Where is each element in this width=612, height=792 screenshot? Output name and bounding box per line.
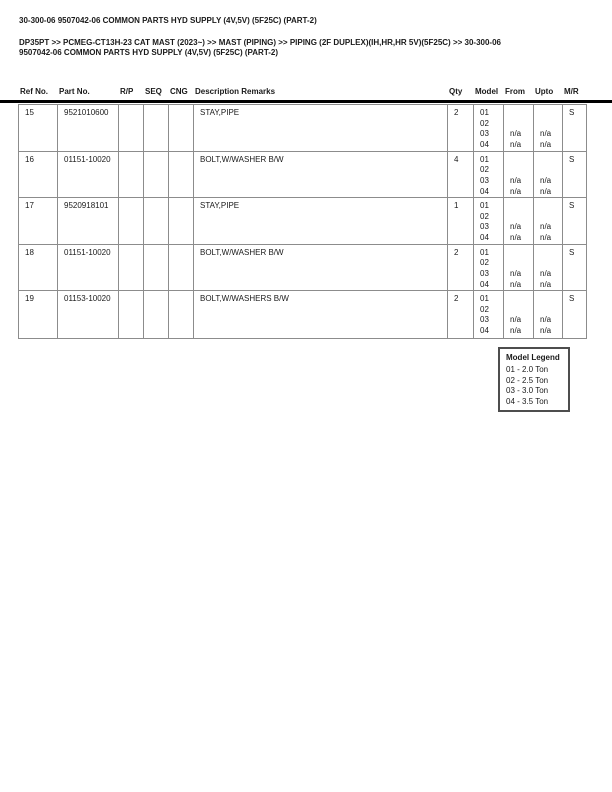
cell-cng (169, 198, 194, 244)
model-code: 02 (480, 258, 489, 268)
model-code: 04 (480, 140, 489, 150)
from-value (510, 248, 532, 259)
cell-from (504, 245, 534, 291)
cell-mr: S (569, 247, 575, 257)
cell-from (504, 105, 534, 151)
header-seq: SEQ (145, 87, 162, 96)
from-value (510, 212, 532, 223)
model-code: 04 (480, 326, 489, 336)
cell-part-no: 01151-10020 (58, 152, 119, 198)
from-value: n/a (510, 326, 522, 336)
legend-item: 02 - 2.5 Ton (506, 375, 549, 385)
from-value (510, 155, 532, 166)
from-value (510, 201, 532, 212)
from-value: n/a (510, 175, 522, 185)
cell-mr: S (569, 108, 575, 117)
model-code: 03 (480, 268, 489, 278)
from-value: n/a (510, 140, 522, 150)
cell-description: BOLT,W/WASHERS B/W (194, 291, 448, 338)
cell-cng (169, 105, 194, 151)
upto-value: n/a (540, 186, 552, 196)
upto-value (540, 165, 561, 176)
model-legend-title: Model Legend (506, 353, 560, 362)
cell-upto (534, 245, 563, 291)
upto-value (540, 305, 561, 316)
upto-value (540, 212, 561, 223)
upto-value (540, 108, 561, 119)
cell-cng (169, 291, 194, 338)
header-from: From (505, 87, 525, 96)
from-value (510, 294, 532, 305)
from-value (510, 108, 532, 119)
model-code: 04 (480, 186, 489, 196)
cell-description: BOLT,W/WASHER B/W (194, 245, 448, 291)
parts-table (18, 104, 587, 339)
cell-model (474, 152, 504, 198)
cell-ref-no: 19 (19, 291, 58, 338)
cell-qty: 2 (448, 105, 474, 151)
cell-rp (119, 245, 144, 291)
model-code: 03 (480, 129, 489, 139)
cell-ref-no: 18 (19, 245, 58, 291)
cell-part-no: 9520918101 (58, 198, 119, 244)
cell-description: BOLT,W/WASHER B/W (194, 152, 448, 198)
model-code: 01 (480, 201, 489, 210)
cell-description: STAY,PIPE (194, 105, 448, 151)
model-code: 02 (480, 165, 489, 175)
table-row (19, 245, 586, 292)
breadcrumb-line-2: 9507042-06 COMMON PARTS HYD SUPPLY (4V,5V) (5F25C) (PART-2) (19, 48, 279, 57)
header-part-no: Part No. (59, 87, 90, 96)
legend-item: 03 - 3.0 Ton (506, 386, 549, 395)
cell-from (504, 152, 534, 198)
cell-model (474, 245, 504, 291)
from-value: n/a (510, 129, 522, 139)
table-row (19, 105, 586, 152)
cell-qty: 2 (448, 245, 474, 291)
upto-value: n/a (540, 326, 552, 336)
cell-ref-no: 16 (19, 152, 58, 198)
upto-value: n/a (540, 315, 552, 325)
upto-value (540, 119, 561, 130)
cell-model (474, 105, 504, 151)
cell-rp (119, 105, 144, 151)
upto-value: n/a (540, 129, 552, 139)
cell-rp (119, 152, 144, 198)
from-value (510, 258, 532, 269)
model-code: 04 (480, 279, 489, 289)
upto-value (540, 248, 561, 259)
upto-value: n/a (540, 233, 552, 243)
cell-upto (534, 198, 563, 244)
from-value (510, 305, 532, 316)
cell-from (504, 198, 534, 244)
breadcrumb-line-1: DP35PT >> PCMEG-CT13H-23 CAT MAST (2023~) >> MAST (PIPING) >> PIPING (2F DUPLEX)(IH,HR,HR 5V)(5F25C) >> 30-300-06 (19, 38, 501, 47)
from-value: n/a (510, 186, 522, 196)
from-value: n/a (510, 268, 522, 278)
cell-mr: S (569, 154, 575, 164)
cell-qty: 4 (448, 152, 474, 198)
cell-cng (169, 245, 194, 291)
page-title: 30-300-06 9507042-06 COMMON PARTS HYD SUPPLY (4V,5V) (5F25C) (PART-2) (19, 16, 317, 25)
cell-description: STAY,PIPE (194, 198, 448, 244)
from-value: n/a (510, 279, 522, 289)
cell-part-no: 01153-10020 (58, 291, 119, 338)
from-value: n/a (510, 233, 522, 243)
from-value (510, 119, 532, 130)
table-row (19, 198, 586, 245)
header-upto: Upto (535, 87, 554, 96)
cell-ref-no: 17 (19, 198, 58, 244)
cell-rp (119, 291, 144, 338)
header-description-remarks: Description Remarks (195, 87, 276, 96)
upto-value (540, 201, 561, 212)
cell-qty: 2 (448, 291, 474, 338)
model-code: 03 (480, 222, 489, 232)
model-code: 01 (480, 294, 489, 303)
table-row (19, 152, 586, 199)
upto-value: n/a (540, 140, 552, 150)
upto-value (540, 294, 561, 305)
cell-upto (534, 291, 563, 338)
model-code: 02 (480, 118, 489, 128)
cell-qty: 1 (448, 198, 474, 244)
upto-value (540, 155, 561, 166)
model-code: 03 (480, 315, 489, 325)
upto-value: n/a (540, 175, 552, 185)
header-cng: CNG (170, 87, 188, 96)
table-column-headers (18, 86, 585, 97)
cell-ref-no: 15 (19, 105, 58, 151)
cell-seq (144, 152, 169, 198)
cell-mr: S (569, 201, 575, 210)
table-row (19, 291, 586, 338)
header-mr: M/R (564, 87, 579, 96)
upto-value: n/a (540, 222, 552, 232)
legend-item: 01 - 2.0 Ton (506, 365, 549, 374)
model-code: 03 (480, 175, 489, 185)
cell-seq (144, 198, 169, 244)
header-rp: R/P (120, 87, 134, 96)
cell-from (504, 291, 534, 338)
from-value (510, 165, 532, 176)
cell-model (474, 291, 504, 338)
header-model: Model (475, 87, 499, 96)
cell-seq (144, 291, 169, 338)
model-legend (498, 347, 570, 412)
from-value: n/a (510, 315, 522, 325)
cell-model (474, 198, 504, 244)
model-code: 02 (480, 211, 489, 221)
cell-rp (119, 198, 144, 244)
upto-value: n/a (540, 268, 552, 278)
from-value: n/a (510, 222, 522, 232)
cell-part-no: 9521010600 (58, 105, 119, 151)
cell-mr: S (569, 294, 575, 303)
cell-part-no: 01151-10020 (58, 245, 119, 291)
cell-cng (169, 152, 194, 198)
breadcrumb (19, 38, 594, 58)
legend-item: 04 - 3.5 Ton (506, 396, 549, 406)
header-divider-rule (0, 100, 612, 103)
cell-upto (534, 105, 563, 151)
cell-seq (144, 245, 169, 291)
model-code: 02 (480, 304, 489, 314)
header-ref-no: Ref No. (20, 87, 48, 96)
model-code: 04 (480, 233, 489, 243)
cell-seq (144, 105, 169, 151)
model-code: 01 (480, 247, 489, 257)
model-code: 01 (480, 108, 489, 117)
upto-value: n/a (540, 279, 552, 289)
upto-value (540, 258, 561, 269)
model-code: 01 (480, 154, 489, 164)
cell-upto (534, 152, 563, 198)
header-qty: Qty (449, 87, 463, 96)
